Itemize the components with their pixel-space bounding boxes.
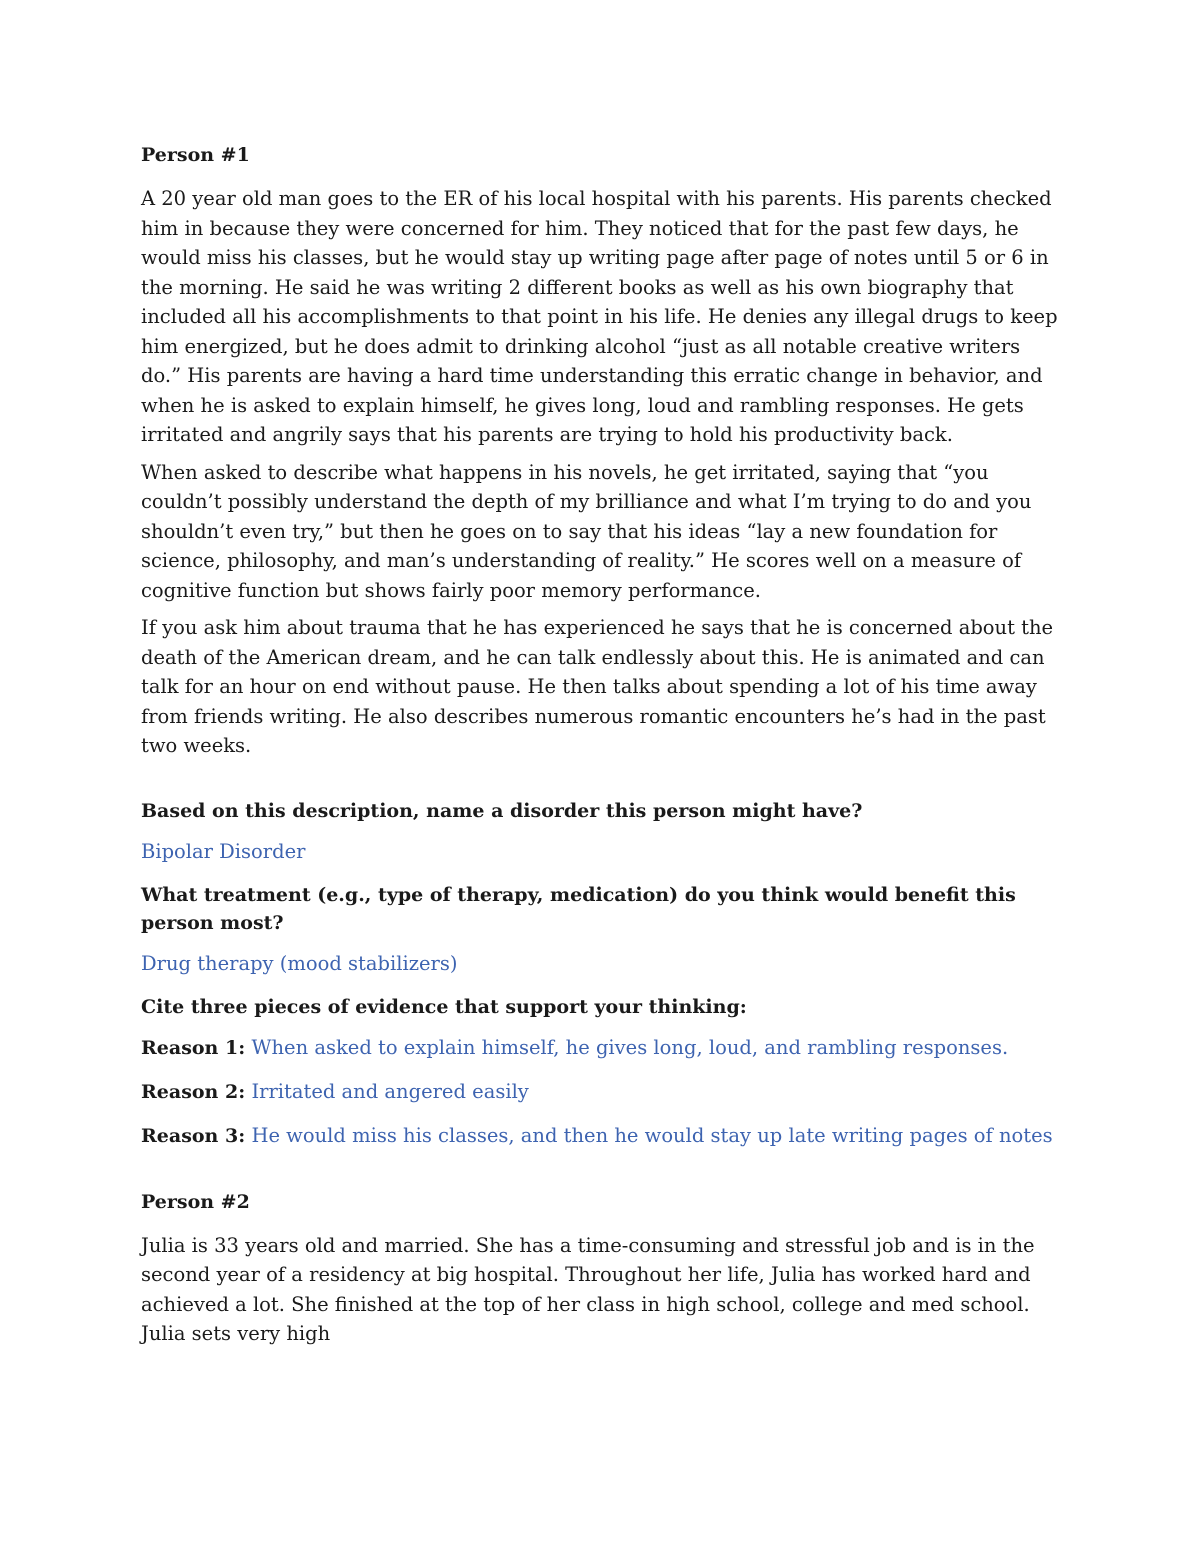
person1-heading: Person #1	[141, 144, 250, 166]
spacer	[141, 769, 1066, 797]
person2-paragraph: Julia is 33 years old and married. She has a time-consuming and stressful job and is in the second year of a residency at big hospital. Throughout her life, Julia has worked hard and achieved a lot. She finished at the top of her class in high school, college and med school. Julia sets very high	[141, 1233, 1035, 1345]
person1-paragraph-1: A 20 year old man goes to the ER of his local hospital with his parents. His parents checked him in because they were concerned for him. They noticed that for the past few days, he would miss his classes, but he would stay up writing page after page of notes until 5 or 6 in the morning. He said he was writing 2 different books as well as his own biography that included all his accomplishments to that point in his life. He denies any illegal drugs to keep him energized, but he does admit to drinking alcohol “just as all notable creative writers do.” His parents are having a hard time understanding this erratic change in behavior, and when he is asked to explain himself, he gives long, loud and rambling responses. He gets irritated and angrily says that his parents are trying to hold his productivity back.	[141, 187, 1058, 446]
question-evidence: Cite three pieces of evidence that support your thinking:	[141, 995, 747, 1018]
reason-1	[141, 1033, 1066, 1063]
reason-2	[141, 1077, 1066, 1107]
answer-disorder: Bipolar Disorder	[141, 839, 306, 863]
person2-heading: Person #2	[141, 1190, 250, 1213]
person1-paragraph-3: If you ask him about trauma that he has experienced he says that he is concerned about the death of the American dream, and he can talk endlessly about this. He is animated and can talk for an hour on end without pause. He then talks about spending a lot of his time away from friends writing. He also describes numerous romantic encounters he’s had in the past two weeks.	[141, 616, 1054, 757]
reason-3-label: Reason 3:	[141, 1124, 246, 1147]
reason-3-text: He would miss his classes, and then he would stay up late writing pages of notes	[251, 1123, 1053, 1147]
question-treatment: What treatment (e.g., type of therapy, medication) do you think would benefit this person most?	[141, 883, 1016, 934]
reason-1-label: Reason 1:	[141, 1036, 246, 1059]
document-page	[141, 140, 1066, 1357]
reason-2-label: Reason 2:	[141, 1080, 246, 1103]
spacer	[141, 1165, 1066, 1187]
reason-1-text: When asked to explain himself, he gives long, loud, and rambling responses.	[251, 1035, 1009, 1059]
reason-2-text: Irritated and angered easily	[251, 1079, 529, 1103]
reason-3	[141, 1121, 1066, 1151]
answer-treatment: Drug therapy (mood stabilizers)	[141, 951, 458, 975]
person1-paragraph-2: When asked to describe what happens in his novels, he get irritated, saying that “you couldn’t possibly understand the depth of my brilliance and what I’m trying to do and you shouldn’t even try,” but then he goes on to say that his ideas “lay a new foundation for science, philosophy, and man’s understanding of reality.” He scores well on a measure of cognitive function but shows fairly poor memory performance.	[141, 460, 1032, 602]
question-disorder: Based on this description, name a disorder this person might have?	[141, 799, 863, 822]
